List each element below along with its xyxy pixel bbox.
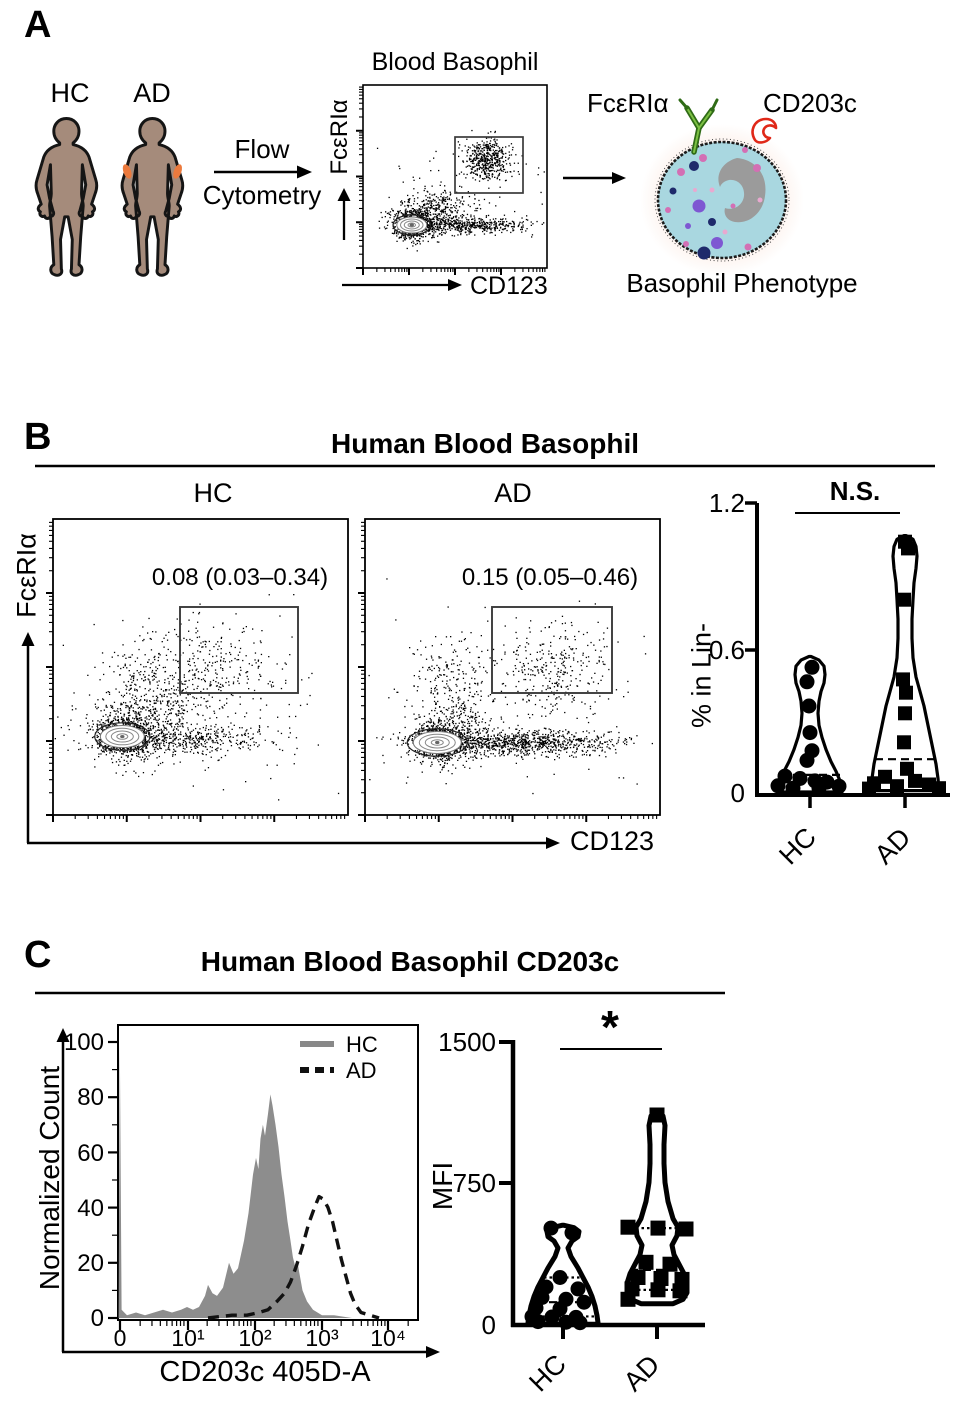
violin-chart-pct-lin xyxy=(745,503,950,808)
histogram-plot xyxy=(57,1025,441,1358)
ns-label: N.S. xyxy=(829,476,881,506)
hist-y-axis-label: Normalized Count xyxy=(34,1065,65,1291)
flow-cytometry-arrow xyxy=(214,166,312,179)
violin-b-y-axis-label: % in Lin- xyxy=(686,622,717,729)
human-figure-ad xyxy=(121,119,184,276)
violin-c-tick-1500: 1500 xyxy=(438,1027,496,1057)
flow-hc-title: HC xyxy=(193,478,233,508)
panel-b-y-axis-label: FcεRIα xyxy=(11,533,42,618)
panel-c-label: C xyxy=(24,934,52,976)
hist-xtick-10e2: 10² xyxy=(238,1325,272,1351)
legend-label-ad: AD xyxy=(346,1058,377,1083)
gate-value-ad: 0.15 (0.05–0.46) xyxy=(461,564,639,591)
panel-a-label: A xyxy=(24,4,52,46)
hist-xtick-0: 0 xyxy=(113,1325,127,1351)
hist-xtick-10e3: 10³ xyxy=(305,1325,339,1351)
gate-value-hc: 0.08 (0.03–0.34) xyxy=(151,564,329,591)
panel-b-x-axis-label: CD123 xyxy=(570,826,655,856)
violin-chart-mfi xyxy=(499,1040,705,1339)
gating-plot xyxy=(338,85,548,291)
phenotype-caption: Basophil Phenotype xyxy=(626,268,858,298)
violin-c-tick-0: 0 xyxy=(481,1310,496,1340)
hist-ytick-100: 100 xyxy=(63,1029,104,1056)
gating-x-axis-label: CD123 xyxy=(470,272,548,300)
violin-b-tick-1p2: 1.2 xyxy=(708,488,745,518)
x-axis-arrow xyxy=(342,279,462,291)
violin-b-group-ad: AD xyxy=(868,822,917,871)
panel-b-title: Human Blood Basophil xyxy=(331,428,639,459)
violin-b-tick-0p6: 0.6 xyxy=(708,635,745,665)
hist-xtick-10e1: 10¹ xyxy=(171,1325,205,1351)
hist-ytick-0: 0 xyxy=(90,1305,104,1332)
hist-ytick-60: 60 xyxy=(77,1140,104,1167)
violin-c-group-hc: HC xyxy=(523,1348,573,1398)
y-axis-arrow xyxy=(338,188,351,240)
panel-c-title: Human Blood Basophil CD203c xyxy=(200,946,620,977)
flow-arrow-label-top: Flow xyxy=(234,134,290,164)
to-phenotype-arrow xyxy=(563,172,626,184)
legend-label-hc: HC xyxy=(346,1032,378,1057)
hist-ytick-40: 40 xyxy=(77,1195,104,1222)
gating-y-axis-label: FcεRIα xyxy=(326,99,353,175)
violin-b-group-hc: HC xyxy=(773,821,823,871)
flow-arrow-label-bottom: Cytometry xyxy=(202,180,322,210)
violin-c-group-ad: AD xyxy=(617,1349,666,1398)
marker-label-cd203c: CD203c xyxy=(763,88,857,118)
sig-star-label: * xyxy=(601,1001,619,1053)
human-figure-hc xyxy=(36,119,97,276)
cd203c-receptor-icon xyxy=(753,119,776,142)
group-label-ad: AD xyxy=(133,78,171,108)
gating-plot-title: Blood Basophil xyxy=(371,48,539,76)
basophil-cell-illustration xyxy=(640,100,804,276)
violin-b-tick-0: 0 xyxy=(730,778,745,808)
hist-ytick-20: 20 xyxy=(77,1250,104,1277)
hist-x-axis-label: CD203c 405D-A xyxy=(159,1356,371,1388)
hist-ytick-80: 80 xyxy=(77,1084,104,1111)
hist-xtick-10e4: 10⁴ xyxy=(370,1325,406,1351)
panel-b-label: B xyxy=(24,416,52,458)
marker-label-fceri: FcεRIα xyxy=(587,88,669,118)
violin-c-tick-750: 750 xyxy=(452,1168,496,1198)
group-label-hc: HC xyxy=(50,78,90,108)
flow-ad-title: AD xyxy=(494,478,532,508)
violin-c-y-axis-label: MFI xyxy=(427,1161,458,1211)
